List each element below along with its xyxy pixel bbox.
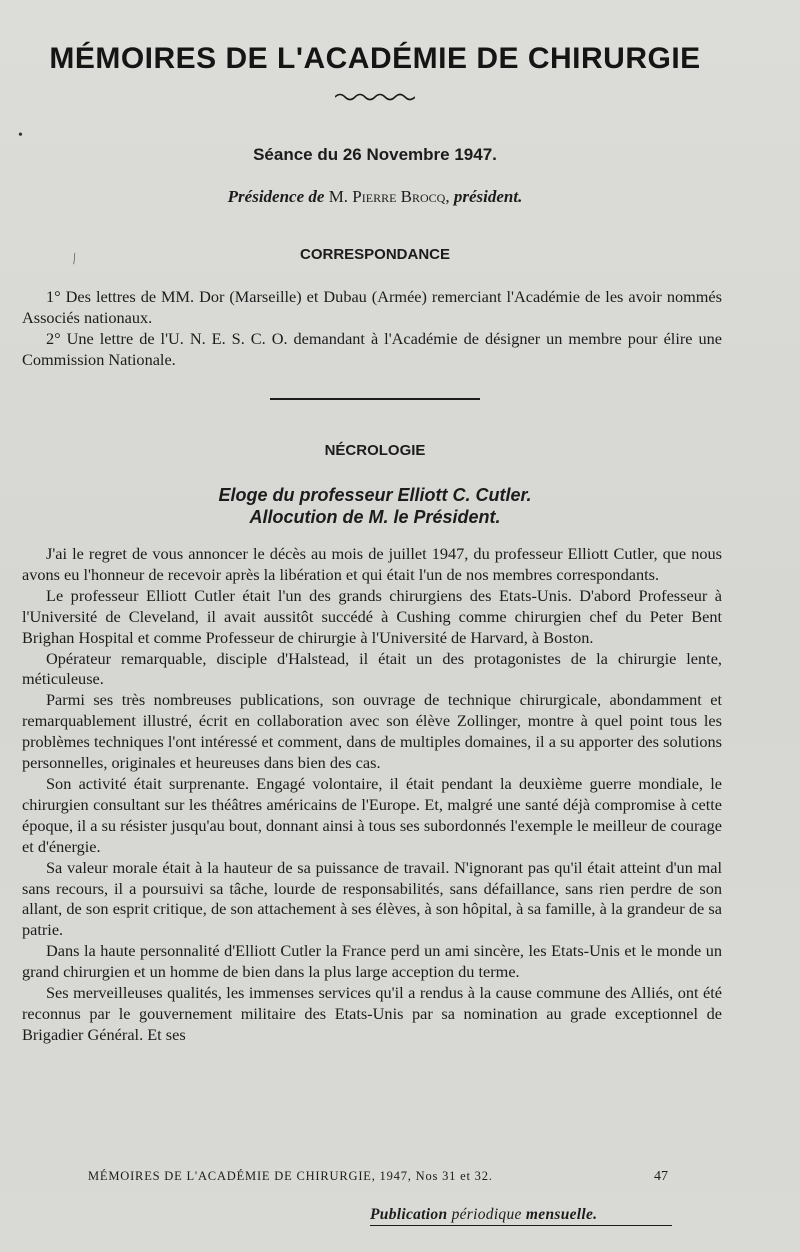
body-paragraph: Son activité était surprenante. Engagé volontaire, il était pendant la deuxième guerre mondiale, le chirurgien consultant sur les théâtres américains de l'Europe. Et, malgré une santé déjà compromise à cette époque, il a su résister jusqu'au bout, donnant ainsi à tous ses subordonnés l'exemple le meilleur de courage et d'énergie. (22, 773, 722, 856)
presidence-suffix: président. (453, 187, 523, 206)
body-paragraph: Opérateur remarquable, disciple d'Halstead, il était un des protagonistes de la chirurgie lente, méticuleuse. (22, 648, 722, 689)
margin-mark: ⁄ (70, 252, 80, 267)
eloge-subtitle (0, 484, 750, 528)
page-title: MÉMOIRES DE L'ACADÉMIE DE CHIRURGIE (49, 42, 701, 75)
correspondance-item: 2° Une lettre de l'U. N. E. S. C. O. demandant à l'Académie de désigner un membre pour élire une Commission Nationale. (22, 328, 722, 369)
margin-mark: • (18, 128, 23, 143)
allocution-title: Allocution de M. le Président. (249, 507, 501, 527)
page-number: 47 (654, 1169, 668, 1184)
running-footer (88, 1169, 668, 1184)
body-paragraph: J'ai le regret de vous annoncer le décès au mois de juillet 1947, du professeur Elliott Cutler, que nous avons eu l'honneur de recevoir après la libération et qui était l'un de nos membres correspondants. (22, 544, 722, 584)
correspondance-item: 1° Des lettres de MM. Dor (Marseille) et Dubau (Armée) remerciant l'Académie de les avoir nommés Associés nationaux. (22, 287, 722, 327)
body-paragraph: Parmi ses très nombreuses publications, son ouvrage de technique chirurgicale, abondamment et remarquablement illustré, écrit en collaboration avec son élève Zollinger, montre à quel point tous les problèmes techniques l'ont intéressé et comment, dans de multiples domaines, il a su apporter des solutions personnelles, originales et heureuses dans bien des cas. (22, 690, 722, 773)
presidence-name: M. Pierre Brocq, (328, 187, 450, 206)
necrologie-body (22, 544, 722, 1046)
presidence-prefix: Présidence de (227, 187, 325, 206)
body-paragraph: Dans la haute personnalité d'Elliott Cutler la France perd un ami sincère, les Etats-Unis et le monde un grand chirurgien et un homme de bien dans la plus large acception du terme. (22, 941, 722, 982)
necrologie-heading: NÉCROLOGIE (324, 442, 426, 459)
body-paragraph: Sa valeur morale était à la hauteur de sa puissance de travail. N'ignorant pas qu'il était atteint d'un mal sans recours, il a poursuivi sa tâche, lourde de responsabilités, sans défaillance, sans rien perdre de son allant, de son esprit critique, de son attachement à ses élèves, à son hôpital, à sa famille, à la grandeur de sa patrie. (22, 857, 722, 940)
body-paragraph: Le professeur Elliott Cutler était l'un des grands chirurgiens des Etats-Unis. D'abord Professeur à l'Université de Cleveland, il avait aussitôt succédé à Cushing comme chirurgien chef du Peter Bent Brighan Hospital et comme Professeur de chirurgie à l'Université de Harvard, à Boston. (22, 585, 722, 647)
ornament-divider (335, 92, 415, 102)
presidence-line (0, 187, 750, 207)
section-divider (270, 398, 480, 400)
body-paragraph: Ses merveilleuses qualités, les immenses services qu'il a rendus à la cause commune des Alliés, ont été reconnus par le gouvernement militaire des Etats-Unis par sa nomination au grade exceptionnel de Brigadier Général. Et ses (22, 983, 722, 1044)
publication-notice (370, 1206, 672, 1226)
correspondance-body (22, 287, 722, 371)
correspondance-heading: CORRESPONDANCE (299, 246, 450, 263)
publication-periodic: périodique (451, 1206, 522, 1223)
session-date: Séance du 26 Novembre 1947. (253, 145, 497, 164)
show-through (470, 8, 474, 27)
publication-word: Publication (370, 1206, 448, 1223)
journal-reference: MÉMOIRES DE L'ACADÉMIE DE CHIRURGIE, 1947, Nos 31 et 32. (88, 1169, 493, 1183)
publication-monthly: mensuelle. (525, 1206, 598, 1223)
eloge-title: Eloge du professeur Elliott C. Cutler. (218, 485, 532, 505)
